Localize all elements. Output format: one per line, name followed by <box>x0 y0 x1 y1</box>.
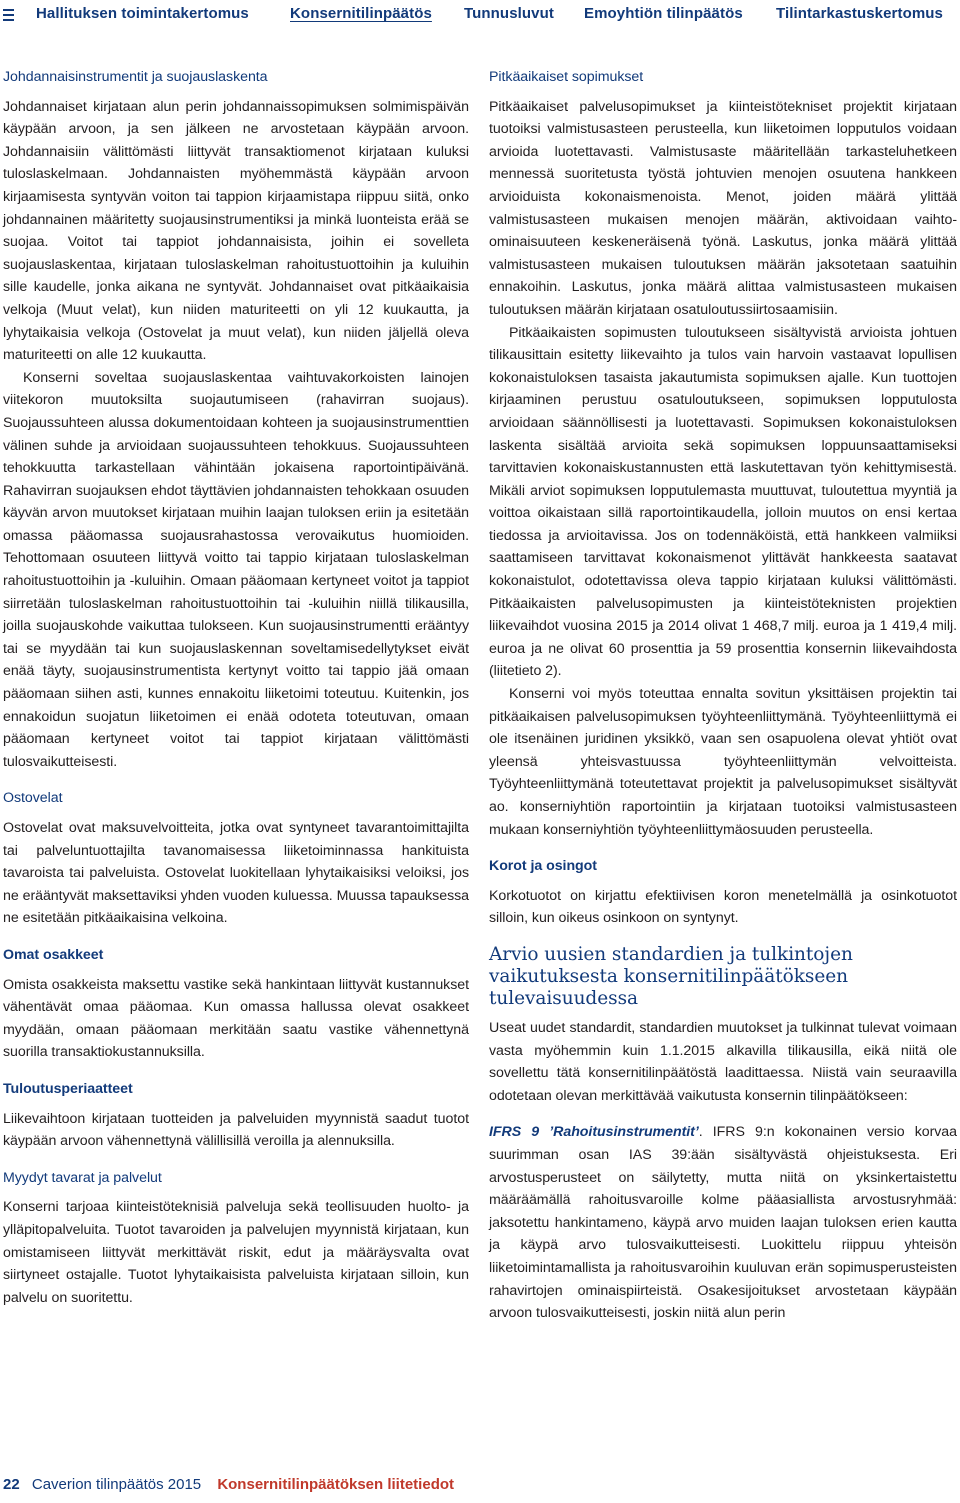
heading-myydyt-tavarat: Myydyt tavarat ja palvelut <box>3 1169 162 1186</box>
heading-tuloutusperiaatteet: Tuloutusperiaatteet <box>3 1080 133 1097</box>
ifrs9-label: IFRS 9 ’Rahoitusinstrumentit’ <box>489 1124 699 1141</box>
heading-uudet-standardit: Arvio uusien standardien ja tulkintojen vaikutuksesta konsernitilinpäätökseen tulevaisuudessa <box>489 943 853 1009</box>
heading-pitkaaikaiset-sopimukset: Pitkäaikaiset sopimukset <box>489 69 644 85</box>
paragraph-johdannaiset: Johdannaiset kirjataan alun perin johdannaissopimuksen solmimispäivän käypään arvoon, ja sen jälkeen ne arvostetaan käypään arvoon. Johdannaisiin välittömästi liittyvät transaktiomenot kirjataan kuluksi tuloslaskelmaan. Johdannaisten myöhemmästä käypään arvoon kirjaamisesta syntyvän voiton tai tappion kirjaamistapa riippuu siitä, onko johdannainen määritetty suojausinstrumentiksi ja minkä luonteista erää se suojaa. Voitot tai tappiot johdannaisista, joihin ei sovelleta suojauslaskentaa, kirjataan tuloslaskelman rahoitustuottoihin ja kuluihin sille kaudelle, jonka aikana ne syntyvät. Johdannaiset ovat pitkäaikaisia velkoja (Muut velat), kun niiden maturiteetti on yli 12 kuukautta, ja lyhytaikaisia velkoja (Ostovelat ja muut velat), kun niiden jäljellä oleva maturiteetti on alle 12 kuukautta. <box>3 98 469 364</box>
nav-item-tunnusluvut[interactable]: Tunnusluvut <box>464 5 554 22</box>
paragraph-pitkaaikaiset-1: Pitkäaikaiset palvelusopimukset ja kiinteistötekniset projektit kirjataan tuotoiksi valmistusasteen perusteella, kun liiketoimen lopputulos voidaan arvioida luotettavasti. Valmistusaste määritellään tarkasteluhetkeen mennessä suoritetusta työstä johtuvien menojen osuutena hankkeen arvioiduista kokonaismenoista. Menot, joiden määrä ylittää valmistusasteen mukaisen menojen määrän, aktivoidaan vaihto-ominaisuuteen keskeneräisenä työnä. Laskutus, jonka määrä ylittää valmistusasteen mukaisen tuloutuksen määrän jaksotetaan saatuihin ennakoihin. Laskutus, jonka määrä alittaa valmistusasteen mukaisen tuloutuksen määrän kirjataan osatuloutussiirtosaamisiin. <box>489 98 957 318</box>
paragraph-pitkaaikaiset-2: Pitkäaikaisten sopimusten tuloutukseen sisältyvistä arvioista johtuen tilikausittain esitetty liikevaihto ja tulos vain harvoin vastaavat lopullisen kokonaistuloksen tasaista jakautumista sopimuksen ajalle. Kun tuottojen kirjaaminen perustuu osatuloutukseen, sopimuksen lopputulosta arvioidaan säännöllisesti ja luotettavasti. Sopimuksen kokonaistuloksen laskenta sisältää arvioita sekä sopimuksen loppuunsaattamiseksi tarvittavien kokonaiskustannusten että laskutettavan työn kehittymisestä. Mikäli arviot sopimuksen lopputulemasta muuttuvat, tuloutettua myyntiä ja voittoa oikaistaan sillä raportointikaudella, jolloin muutos on ensi kertaa tiedossa ja arvioitavissa. Jos on todennäköistä, että hankkeen valmiiksi saattamiseen tarvittavat kokonaismenot ylittävät hankkeesta saatavat kokonaistulot, odotettavissa oleva tappio kirjataan kuluksi välittömästi. Pitkäaikaisten palvelusopimusten ja kiinteistöteknisten projektien liikevaihdot vuosina 2015 ja 2014 olivat 1 468,7 milj. euroa ja 1 419,4 milj. euroa ja ne olivat 60 prosenttia ja 59 prosenttia konsernin liikevaihdosta (liitetieto 2). <box>489 324 957 680</box>
paragraph-uudet-standardit: Useat uudet standardit, standardien muutokset ja tulkinnat tulevat voimaan vasta myöhemmin kuin 1.1.2015 alkavilla tilikausilla, eikä niitä ole sovellettu tätä konsernitilinpäätöstä laadittaessa. Niistä vain seuraavilla odotetaan olevan merkittävää vaikutusta konsernin tilinpäätökseen: <box>489 1019 957 1104</box>
left-column <box>3 66 469 1309</box>
paragraph-ifrs9 <box>489 1121 957 1324</box>
paragraph-ostovelat: Ostovelat ovat maksuvelvoitteita, jotka ovat syntyneet tavarantoimittajilta tai palveluntuottajilta tavanomaisessa liiketoiminnassa hankituista tavaroista tai palveluista. Ostovelat luokitellaan lyhytaikaisiksi veloiksi, jos ne erääntyvät maksettaviksi yhden vuoden kuluessa. Muussa tapauksessa ne esitetään pitkäaikaisina velkoina. <box>3 820 469 927</box>
ifrs9-text: . IFRS 9:n kokonainen versio korvaa suurimman osan IAS 39:ään sisältyvästä ohjeistuksesta. Eri arvostusperusteet on säilytetty, mutta niitä on yksinkertaistettu määräämällä rahoitusvaroille kolme pääasiallista arvostusryhmää: jaksotettu hankintameno, käypä arvo muiden laajan tuloksen erien kautta ja käypä arvo tulosvaikutteisesti. Luokittelu riippuu yhteisön liiketoimintamallista ja rahoitusvaroihin kuuluvan erän sopimusperusteisten rahavirtojen ominaispiirteistä. Osakesijoitukset arvostetaan käypään arvoon tulosvaikutteisesti, joskin niitä alun perin <box>489 1124 957 1322</box>
paragraph-korot-ja-osingot: Korkotuotot on kirjattu efektiivisen koron menetelmällä ja osinkotuotot silloin, kun oikeus osinkoon on syntynyt. <box>489 887 957 927</box>
footer-section-link[interactable]: Konsernitilinpäätöksen liitetiedot <box>217 1476 455 1493</box>
top-navigation <box>0 0 960 30</box>
heading-omat-osakkeet: Omat osakkeet <box>3 946 104 963</box>
heading-johdannaisinstrumentit: Johdannaisinstrumentit ja suojauslaskenta <box>3 69 268 85</box>
hamburger-menu-icon[interactable] <box>3 9 14 21</box>
heading-ostovelat: Ostovelat <box>3 790 63 807</box>
heading-korot-ja-osingot: Korot ja osingot <box>489 858 597 875</box>
nav-item-hallituksen-toimintakertomus[interactable]: Hallituksen toimintakertomus <box>36 5 249 22</box>
page-number: 22 <box>3 1476 20 1493</box>
paragraph-myydyt-tavarat: Konserni tarjoaa kiinteistöteknisiä palveluja sekä teollisuuden huolto- ja ylläpitopalveluita. Tuotot tavaroiden ja palvelujen myynnistä kirjataan, kun omistamiseen liittyvät merkittävät riskit, edut ja määräysvalta ovat siirtyneet ostajalle. Tuotot lyhytaikaisista palveluista kirjataan silloin, kun palvelu on suoritettu. <box>3 1199 469 1306</box>
right-column <box>489 66 957 1325</box>
paragraph-tuloutusperiaatteet: Liikevaihtoon kirjataan tuotteiden ja palveluiden myynnistä saadut tuotot käypään arvoon vähennettynä välillisillä veroilla ja alennuksilla. <box>3 1110 469 1150</box>
nav-item-emoyhtion-tilinpaatos[interactable]: Emoyhtiön tilinpäätös <box>584 5 743 22</box>
paragraph-tyoyhteenliittyma: Konserni voi myös toteuttaa ennalta sovitun yksittäisen projektin tai pitkäaikaisen palvelusopimuksen työyhteenliittymänä. Työyhteenliittymä ei ole itsenäinen juridinen yksikkö, vaan sen osapuolena olevat yhtiöt ovat yleensä yhteisvastuussa työyhteenliittymän velvoitteista. Työyhteenliittymänä toteutettavat projektit ja palvelusopimukset sisältyvät ao. konserniyhtiön raportointiin ja kirjataan tuotoiksi valmistusasteen mukaan konserniyhtiön työyhteenliittymäosuuden perusteella. <box>489 686 957 838</box>
page-footer <box>3 1476 454 1493</box>
paragraph-suojauslaskenta: Konserni soveltaa suojauslaskentaa vaihtuvakorkoisten lainojen viitekoron muutoksilta suojautumiseen (rahavirran suojaus). Suojaussuhteen alussa dokumentoidaan kohteen ja suojausinstrumenttien välinen suhde ja arvioidaan suojaussuhteen tehokkuus. Suojaussuhteen tehokkuutta tarkastellaan vähintään jokaisena raportointipäivänä. Rahavirran suojauksen ehdot täyttävien johdannaisten tehokkaan osuuden käyvän arvon muutokset kirjataan muihin laajan tuloksen eriin ja esitetään omassa pääomassa suojausrahastossa verovaikutus huomioiden. Tehottomaan osuuteen liittyvä voitto tai tappio kirjataan tuloslaskelman rahoitustuottoihin ja -kuluihin. Omaan pääomaan kertyneet voitot ja tappiot siirretään tuloslaskelman rahoitustuottoihin tai -kuluihin niillä tilikausilla, joilla suojauskohde vaikuttaa tulokseen. Kun suojausinstrumentti erääntyy tai se myydään tai kun suojauslaskennan soveltamisedellytykset eivät enää täyty, suojausinstrumentista kertynyt voitto tai tappio jää omaan pääomaan siihen asti, kunnes ennakoitu liiketoimi toteutuu. Kuitenkin, jos ennakoidun suojatun liiketoimen ei enää odoteta toteutuvan, omaan pääomaan kertyneet voitot tai tappiot kirjataan välittömästi tulosvaikutteisesti. <box>3 369 469 770</box>
report-name: Caverion tilinpäätös 2015 <box>31 1476 202 1493</box>
nav-item-konsernitilinpaatos[interactable]: Konsernitilinpäätös <box>290 5 432 22</box>
nav-item-tilintarkastuskertomus[interactable]: Tilintarkastuskertomus <box>776 5 943 22</box>
paragraph-omat-osakkeet: Omista osakkeista maksettu vastike sekä hankintaan liittyvät kustannukset vähentävät omaa pääomaa. Kun omassa hallussa olevat osakkeet myydään, omaan pääomaan merkitään saatu vastike vähennettynä suorilla transaktiokustannuksilla. <box>3 976 469 1061</box>
